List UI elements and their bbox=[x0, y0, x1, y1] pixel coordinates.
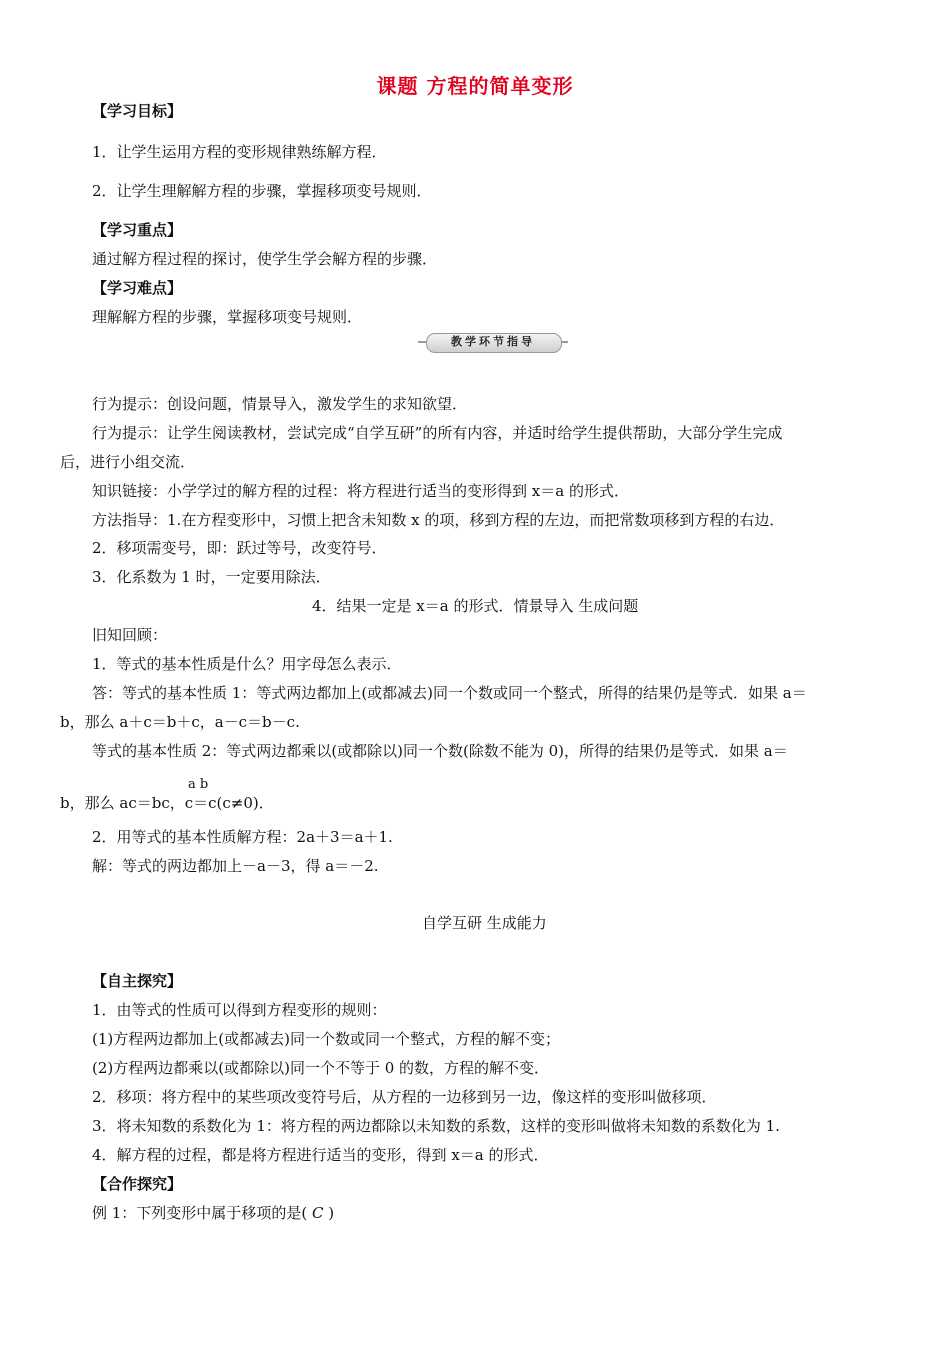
example-question: 例 1：下列变形中属于移项的是( C ) bbox=[92, 1204, 335, 1222]
explore-item: 1．由等式的性质可以得到方程变形的规则： bbox=[92, 1001, 387, 1019]
review-answer: b，那么 ac＝bc，c＝c(c≠0)． bbox=[60, 794, 274, 812]
review-answer: 答：等式的基本性质 1：等式两边都加上(或都减去)同一个数或同一个整式，所得的结果仍是等式．如果 a＝ bbox=[92, 684, 807, 702]
knowledge-link: 知识链接：小学学过的解方程的过程：将方程进行适当的变形得到 x＝a 的形式． bbox=[92, 482, 629, 500]
explore-item: 3．将未知数的系数化为 1：将方程的两边都除以未知数的系数，这样的变形叫做将未知数的系数化为 1. bbox=[92, 1117, 780, 1135]
review-question: 2．用等式的基本性质解方程：2a＋3＝a＋1. bbox=[92, 828, 393, 846]
hint-text: 行为提示：创设问题，情景导入，激发学生的求知欲望． bbox=[92, 395, 468, 413]
method-guide: 方法指导：1.在方程变形中，习惯上把含未知数 x 的项，移到方程的左边，而把常数项移到方程的右边． bbox=[92, 511, 785, 529]
explore-item: (2)方程两边都乘以(或都除以)同一个不等于 0 的数，方程的解不变． bbox=[92, 1059, 550, 1077]
example-answer: C bbox=[311, 1204, 324, 1222]
page-title: 课题 方程的简单变形 bbox=[376, 74, 574, 98]
goal-item: 2．让学生理解解方程的步骤，掌握移项变号规则． bbox=[92, 182, 432, 200]
fraction-numerators: a b bbox=[188, 777, 209, 792]
section-banner bbox=[418, 330, 568, 356]
hint-text: 后，进行小组交流． bbox=[60, 453, 196, 471]
difficulty-heading: 【学习难点】 bbox=[92, 279, 183, 297]
key-heading: 【学习重点】 bbox=[92, 221, 183, 239]
explore-item: 4．解方程的过程，都是将方程进行适当的变形，得到 x＝a 的形式． bbox=[92, 1146, 549, 1164]
goals-heading: 【学习目标】 bbox=[92, 102, 183, 120]
explore-item: 2．移项：将方程中的某些项改变符号后，从方程的一边移到另一边，像这样的变形叫做移项． bbox=[92, 1088, 717, 1106]
method-item: 2．移项需变号，即：跃过等号，改变符号． bbox=[92, 539, 387, 557]
review-question: 1．等式的基本性质是什么？用字母怎么表示． bbox=[92, 655, 402, 673]
method-item: 4．结果一定是 x＝a 的形式．情景导入 生成问题 bbox=[312, 597, 639, 615]
method-item: 3．化系数为 1 时，一定要用除法． bbox=[92, 568, 331, 586]
section-title: 自学互研 生成能力 bbox=[422, 914, 547, 932]
explore-heading: 【自主探究】 bbox=[92, 972, 183, 990]
explore-item: (1)方程两边都加上(或都减去)同一个数或同一个整式，方程的解不变； bbox=[92, 1030, 560, 1048]
review-answer: b，那么 a＋c＝b＋c，a－c＝b－c. bbox=[60, 713, 300, 731]
key-text: 通过解方程过程的探讨，使学生学会解方程的步骤． bbox=[92, 250, 438, 268]
coop-heading: 【合作探究】 bbox=[92, 1175, 183, 1193]
review-answer: 解：等式的两边都加上－a－3，得 a＝－2. bbox=[92, 857, 379, 875]
difficulty-text: 理解解方程的步骤，掌握移项变号规则． bbox=[92, 308, 363, 326]
review-heading: 旧知回顾： bbox=[92, 626, 168, 644]
goal-item: 1．让学生运用方程的变形规律熟练解方程． bbox=[92, 143, 387, 161]
review-answer: 等式的基本性质 2：等式两边都乘以(或都除以)同一个数(除数不能为 0)，所得的结果仍是等式．如果 a＝ bbox=[92, 742, 788, 760]
hint-text: 行为提示：让学生阅读教材，尝试完成“自学互研”的所有内容，并适时给学生提供帮助，大部分学生完成 bbox=[92, 424, 783, 442]
banner-text: 教学环节指导 bbox=[451, 335, 535, 348]
